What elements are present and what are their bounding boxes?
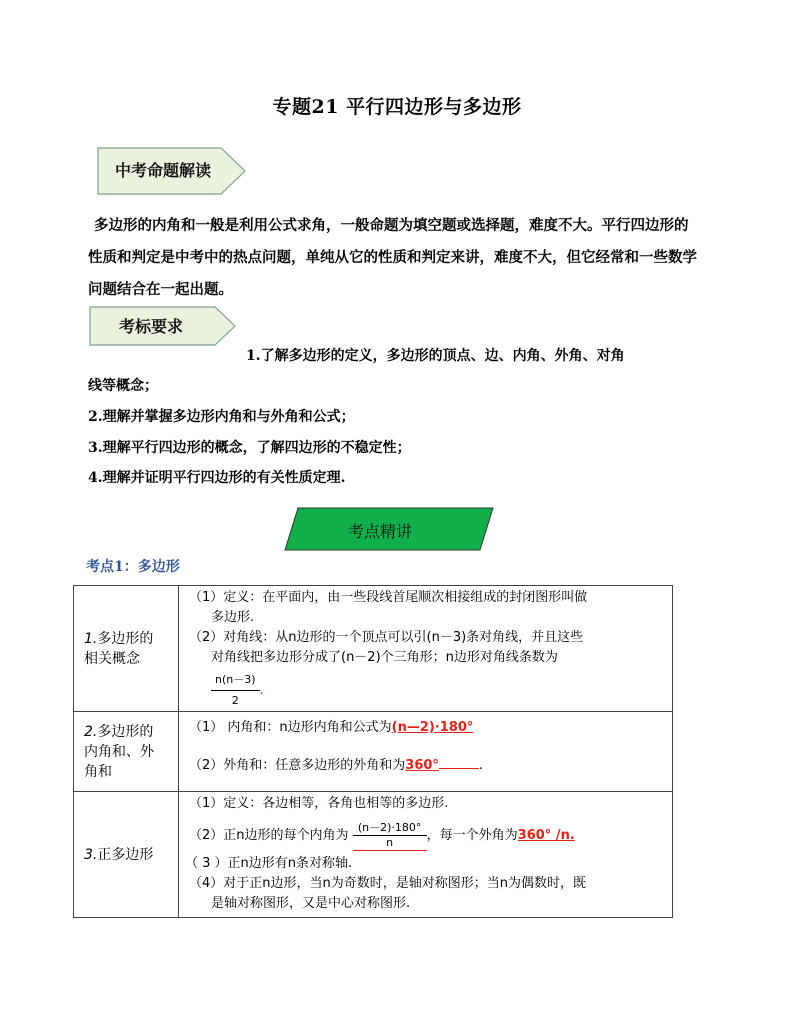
interior-angle-fraction <box>353 821 427 851</box>
tag-label: 中考命题解读 <box>115 161 212 180</box>
table-row <box>74 712 673 792</box>
row-content-cell <box>179 792 673 918</box>
fraction-denominator: 2 <box>231 694 239 707</box>
requirement-2: 2.理解并掌握多边形内角和与外角和公式； <box>88 409 355 425</box>
content-line: 是轴对称图形，又是中心对称图形. <box>211 896 411 911</box>
content-text: ，每一个外角为 <box>426 828 518 843</box>
fraction-denominator: n <box>353 836 427 851</box>
section-tag-requirements <box>89 306 237 346</box>
row-label-line: 正多边形 <box>97 846 154 863</box>
content-text: （1） 内角和：n边形内角和公式为 <box>189 720 392 735</box>
fraction-line <box>179 668 672 711</box>
content-line: （4）对于正n边形，当n为奇数时，是轴对称图形；当n为偶数时，既 <box>189 876 586 891</box>
content-line: 多边形. <box>211 610 255 625</box>
content-text: （2）外角和：任意多边形的外角和为 <box>189 758 406 773</box>
row-label-line: 角和 <box>84 764 112 780</box>
row-label-line: 多边形的 <box>97 724 154 740</box>
content-line: （ 3 ）正n边形有n条对称轴. <box>185 856 353 871</box>
requirement-3: 3.理解平行四边形的概念，了解四边形的不稳定性； <box>88 440 411 456</box>
row-label-line: 相关概念 <box>84 650 140 667</box>
row-label-line: 多边形的 <box>97 630 154 647</box>
intro-paragraph: 多边形的内角和一般是利用公式求角，一般命题为填空题或选择题，难度不大。平行四边形的性质和判定是中考中的热点问题，单纯从它的性质和判定来讲，难度不大，但它经常和一些数学问题结合在一起出题。 <box>88 217 697 298</box>
row-content-cell <box>179 586 673 712</box>
table-row <box>74 792 673 918</box>
requirement-1a: 1.了解多边形的定义，多边形的顶点、边、内角、外角、对角 <box>246 348 625 364</box>
row-number: 3. <box>84 846 98 863</box>
period: . <box>478 758 484 773</box>
content-line: 对角线把多边形分成了(n－2)个三角形；n边形对角线条数为 <box>211 650 558 665</box>
row-number: 2. <box>84 724 98 740</box>
answer-interior-sum: (n—2)·180° <box>391 720 474 735</box>
requirement-4: 4.理解并证明平行四边形的有关性质定理. <box>88 470 346 486</box>
row-label-line: 内角和、外 <box>84 744 154 760</box>
fraction-numerator: n(n－3) <box>211 670 260 691</box>
content-line: （1）定义：各边相等，各角也相等的多边形. <box>189 796 449 811</box>
table-row <box>74 586 673 712</box>
key-points-banner <box>284 507 494 551</box>
content-line: （2）对角线：从n边形的一个顶点可以引(n－3)条对角线，并且这些 <box>189 630 584 645</box>
row-label-cell <box>74 792 179 918</box>
polygon-concepts-table <box>73 585 673 918</box>
content-text: （2）正n边形的每个内角为 <box>189 828 349 843</box>
answer-underline <box>439 768 479 769</box>
diagonal-count-fraction <box>211 670 260 711</box>
row-label-cell <box>74 586 179 712</box>
page-title: 专题21 平行四边形与多边形 <box>272 96 522 118</box>
fraction-numerator: (n－2)·180° <box>357 820 422 834</box>
banner-label: 考点精讲 <box>348 522 413 541</box>
row-number: 1. <box>84 630 98 647</box>
tag-label: 考标要求 <box>119 317 184 336</box>
row-label-cell <box>74 712 179 792</box>
answer-exterior-angle: 360° /n. <box>517 828 575 843</box>
row-content-cell <box>179 712 673 792</box>
answer-exterior-sum: 360° <box>405 758 439 773</box>
content-line: （1）定义：在平面内，由一些段线首尾顺次相接组成的封闭图形叫做 <box>189 590 588 605</box>
key-point-1-heading: 考点1：多边形 <box>86 559 180 575</box>
period: . <box>259 683 264 698</box>
section-tag-exam-analysis <box>97 147 247 195</box>
requirement-1b: 线等概念； <box>88 378 158 394</box>
